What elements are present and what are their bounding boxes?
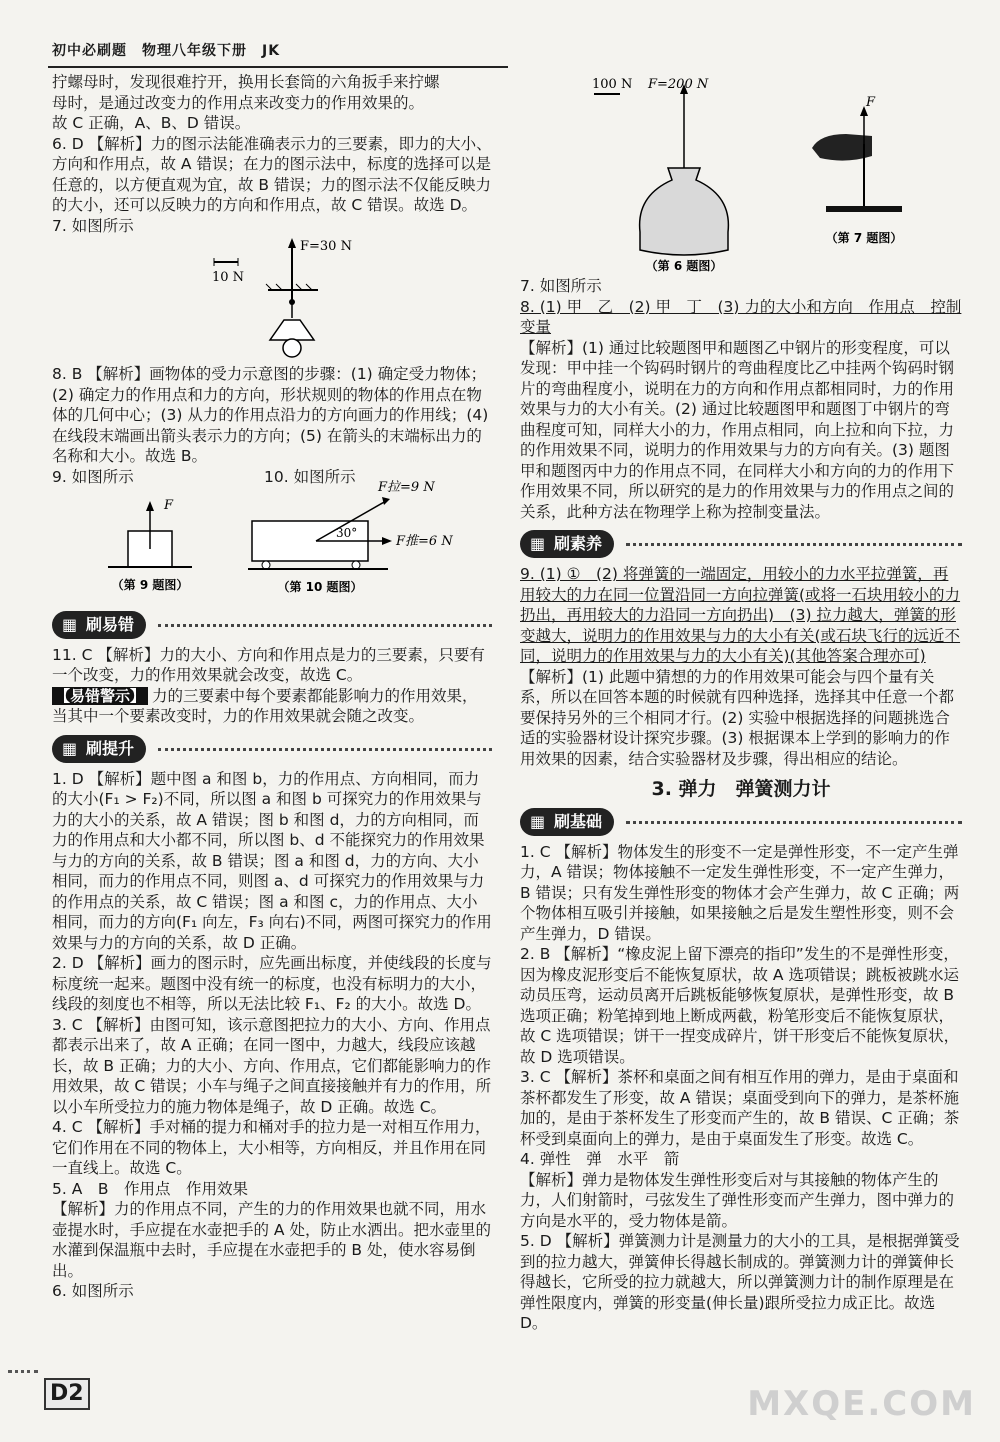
answer-9: 9. 如图所示: [52, 467, 134, 486]
answer-t5: 5. A B 作用点 作用效果: [52, 1179, 248, 1198]
answer-11: 11. C 【解析】力的大小、方向和作用点是力的三要素，只要有一个改变，力的作用效果就会改变，故选 C。: [52, 645, 485, 684]
section-banner-tisheng: [52, 733, 492, 765]
answer-j4: 4. 弹性 弹 水平 箭: [520, 1150, 680, 1168]
left-column: [52, 72, 492, 1302]
pull-arrow: [382, 497, 390, 505]
answer-r9-explain: 【解析】(1) 此题中猜想的力的作用效果可能会与四个量有关系，所以在回答本题的时候就有四种选择，选择其中任意一个都要保持另外的三个相同才行。(2) 实验中根据选择的问题挑选合适的实验器材设计探究步骤。(3) 根据课本上学到的影响力的作用效果的因素，结合实验器材及步骤，得出相应的结论。: [520, 667, 955, 768]
force-label: F: [164, 497, 174, 513]
answer-10: 10. 如图所示: [264, 467, 356, 486]
answer-j5: 5. D 【解析】弹簧测力计是测量力的大小的工具，是根据弹簧受到的拉力越大，弹簧伸长得越长制成的。弹簧测力计的弹簧伸长得越长，它所受的拉力就越大，所以弹簧测力计的制作原理是在弹性限度内，弹簧的形变量(伸长量)跟所受拉力成正比。故选 D。: [520, 1232, 960, 1332]
angle-label: 30°: [336, 525, 358, 540]
force-arrow: [146, 501, 154, 511]
answer-t2: 2. D 【解析】画力的图示时，应先画出标度，并使线段的长度与标度统一起来。题图中没有统一的标度，也没有标明力的大小，线段的刻度也不相等，所以无法比较 F₁、F₂ 的大小。故选 D。: [52, 954, 492, 1013]
answer-j1: 1. C 【解析】物体发生的形变不一定是弹性形变，不一定产生弹力，A 错误；物体接触不一定发生弹性形变，不一定产生弹力，B 错误；只有发生弹性形变的物体才会产生弹力，故 C 正确；两个物体相互吸引并接触，如果接触之后是发生塑性形变，则不会产生弹力，D 错误。: [520, 842, 960, 943]
page-number: D2: [44, 1378, 90, 1410]
section-banner-yicuo: [52, 609, 492, 641]
banner-label: ▦ 刷易错: [52, 611, 146, 639]
banner-dots: [626, 543, 962, 546]
banner-dots: [626, 821, 962, 824]
answer-7: 7. 如图所示: [52, 216, 134, 235]
header-rule: [48, 66, 508, 68]
force-label: F=200 N: [648, 77, 709, 92]
answer-j2: 2. B 【解析】“橡皮泥上留下漂亮的指印”发生的不是弹性形变，因为橡皮泥形变后不能恢复原状，故 A 选项错误；跳板被跳水运动员压弯，运动员离开后跳板能够恢复原状，是弹性形变，故 B 选项正确；粉笔掉到地上断成两截，粉笔形变后不能恢复原状，故 C 选项错误；饼干一捏变成碎片，饼干形变后不能恢复原状，故 D 选项错误。: [520, 945, 960, 1066]
right-column: [520, 72, 962, 1334]
answer-t6: 6. 如图所示: [52, 1282, 134, 1300]
figure-caption: （第 6 题图）: [645, 259, 723, 273]
answer-t4: 4. C 【解析】手对桶的提力和桶对手的拉力是一对相互作用力，它们作用在不同的物体上，大小相等，方向相反，并且作用在同一直线上。故选 C。: [52, 1118, 491, 1177]
figure-q6-q7: [520, 72, 962, 276]
answer-t5-explain: 【解析】力的作用点不同，产生的力的作用效果也就不同，用水壶提水时，手应提在水壶把手的 A 处，防止水洒出。把水壶里的水灌到保温瓶中去时，手应提在水壶把手的 B 处，使水容易倒出。: [52, 1200, 491, 1280]
lamp-bulb: [283, 339, 301, 357]
force-arrow: [288, 238, 296, 248]
banner-label: ▦ 刷提升: [52, 735, 146, 763]
warning-tag: 【易错警示】: [52, 687, 148, 705]
answer-t3: 3. C 【解析】由图可知，该示意图把拉力的大小、方向、作用点都表示出来了，故 A 正确；在同一图中，力越大，线段应该越长，故 B 正确；力的大小、方向、作用点，它们都能影响力的作用效果，故 C 错误；小车与绳子之间直接接触并有力的作用，所以小车所受拉力的施力物体是绳子，故 D 正确。故选 C。: [52, 1015, 492, 1116]
warning-text: 力的三要素中每个要素都能影响力的作用效果，当其中一个要素改变时，力的作用效果就会随之改变。: [52, 686, 478, 725]
figure-q9-q10: [52, 467, 492, 603]
answer-r9: 9. (1) ① (2) 将弹簧的一端固定，用较小的力水平拉弹簧，再用较大的力在同一位置沿同一方向拉弹簧(或将一石块用较小的力扔出，再用较大的力沿同一方向扔出) (3) 拉力越大，弹簧的形变越大，说明力的作用效果与力的大小有关(或石块飞行的远近不同，说明力的作用效果与力的大小有关)(其他答案合理亦可): [520, 565, 961, 665]
section-banner-suyang: [520, 528, 962, 560]
mistake-warning: [52, 686, 492, 727]
answer-r8-explain: 【解析】(1) 通过比较题图甲和题图乙中钢片的形变程度，可以发现：甲中挂一个钩码时钢片的弯曲程度比乙中挂两个钩码时钢片的弯曲程度小，说明在力的方向和作用点都相同时，力的作用效果与力的大小有关。(2) 通过比较题图甲和题图丁中钢片的弯曲程度可知，同样大小的力，作用点相同，向上拉和向下拉，力的作用效果不同，说明力的作用效果与力的方向有关。(3) 题图甲和题图丙中力的作用点不同，在同样大小和方向的力的作用下作用效果不同，所以研究的是力的作用效果与力的作用点之间的关系，此种方法在物理学上称为控制变量法。: [520, 338, 955, 521]
margin-dots: [8, 1370, 38, 1373]
banner-label: ▦ 刷素养: [520, 530, 614, 558]
scale-label: 10 N: [212, 270, 245, 285]
banner-label: ▦ 刷基础: [520, 808, 614, 836]
section-banner-jichu: [520, 806, 962, 838]
banner-dots: [158, 624, 492, 627]
answer-r8: 8. (1) 甲 乙 (2) 甲 丁 (3) 力的大小和方向 作用点 控制变量: [520, 297, 962, 336]
push-label: F推=6 N: [396, 533, 453, 549]
lamp-diagram: [52, 236, 492, 364]
watermark: MXQE.COM: [747, 1384, 976, 1424]
answer-r7: 7. 如图所示: [520, 277, 602, 295]
figure-caption: （第 7 题图）: [825, 231, 903, 245]
lamp-shade: [270, 320, 314, 340]
sack: [640, 168, 729, 255]
banner-dots: [158, 748, 492, 751]
scale-label: 100 N: [592, 77, 633, 92]
text-line: 故 C 正确，A、B、D 错误。: [52, 114, 251, 132]
force-diagrams: [52, 467, 492, 603]
base: [826, 206, 902, 212]
pull-label: F拉=9 N: [378, 479, 435, 495]
running-header: 初中必刷题 物理八年级下册 JK: [52, 43, 281, 59]
answer-j4-explain: 【解析】弹力是物体发生弹性形变后对与其接触的物体产生的力，人们射箭时，弓弦发生了弹性形变而产生弹力，图中弹力的方向是水平的，受力物体是箭。: [520, 1170, 955, 1230]
text-line: 母时，是通过改变力的作用点来改变力的作用效果的。: [52, 93, 425, 112]
answer-j3: 3. C 【解析】茶杯和桌面之间有相互作用的弹力，是由于桌面和茶杯都发生了形变，故 A 错误；桌面受到向下的弹力，是茶杯施加的，是由于茶杯发生了形变而产生的，故 B 错误、C 正确；茶杯受到桌面向上的弹力，是由于桌面发生了形变。故选 C。: [520, 1068, 960, 1148]
answer-8: 8. B 【解析】画物体的受力示意图的步骤：(1) 确定受力物体；(2) 确定力的作用点和力的方向，形状规则的物体的作用点在物体的几何中心；(3) 从力的作用点沿力的方向画力的作用线；(4) 在线段末端画出箭头表示力的方向；(5) 在箭头的末端标出力的名称和大小。故选 B。: [52, 365, 489, 465]
text-line: 拧螺母时，发现很难拧开，换用长套筒的六角扳手来拧螺: [52, 73, 440, 91]
push-arrow: [382, 537, 392, 545]
figure-caption: （第 10 题图）: [277, 579, 363, 594]
section-title: 3. 弹力 弹簧测力计: [651, 778, 831, 800]
force-label: F=30 N: [300, 239, 352, 254]
figure-caption: （第 9 题图）: [111, 577, 189, 592]
figure-q7: [52, 236, 492, 364]
answer-6: 6. D 【解析】力的图示法能准确表示力的三要素，即力的大小、方向和作用点，故 A 错误；在力的图示法中，标度的选择可以是任意的，以方便直观为宜，故 B 错误；力的图示法不仅能反映力的大小，还可以反映力的方向和作用点，故 C 错误。故选 D。: [52, 134, 492, 214]
bag-and-hand-diagram: [520, 72, 962, 276]
answer-t1: 1. D 【解析】题中图 a 和图 b，力的作用点、方向相同，而力的大小(F₁ > F₂)不同，所以图 a 和图 b 可探究力的作用效果与力的大小的关系，故 A 错误；图 b 和图 d，力的方向相同，而力的作用点和大小都不同，所以图 b、d 不能探究力的作用效果与力的方向的关系，故 B 错误；图 a 和图 d，力的方向、大小相同，而力的作用点不同，则图 a、d 可探究力的作用效果与力的作用点的关系，故 C 错误；图 a 和图 c，力的作用点、大小相同，而力的方向(F₁ 向左，F₃ 向右)不同，两图可探究力的作用效果与力的方向的关系，故 D 正确。: [52, 769, 492, 952]
force-label: F: [866, 95, 876, 110]
